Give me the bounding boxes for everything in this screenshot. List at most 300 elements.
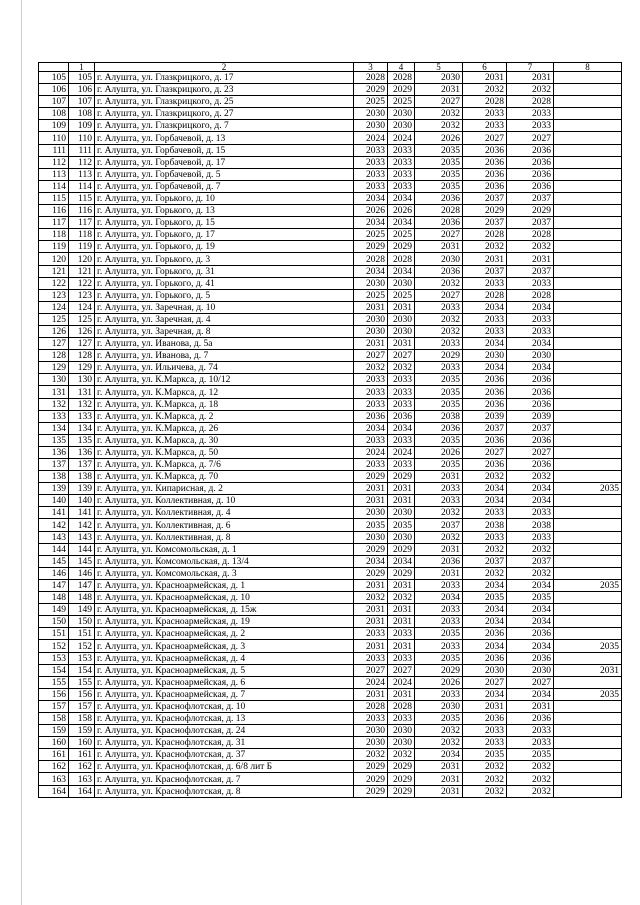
year-col-6-cell: 2032 <box>463 761 507 773</box>
year-col-5-cell: 2032 <box>415 325 463 337</box>
year-col-8-cell <box>554 567 622 579</box>
year-col-6-cell: 2037 <box>463 422 507 434</box>
address-cell: г. Алушта, ул. К.Маркса, д. 26 <box>95 422 354 434</box>
address-cell: г. Алушта, ул. Комсомольская, д. 3 <box>95 567 354 579</box>
row-number-cell: 121 <box>39 265 69 277</box>
year-col-3-cell: 2024 <box>354 446 388 458</box>
item-number-cell: 158 <box>69 712 95 724</box>
year-col-8-cell <box>554 507 622 519</box>
item-number-cell: 118 <box>69 229 95 241</box>
year-col-6-cell: 2036 <box>463 712 507 724</box>
row-number-cell: 127 <box>39 338 69 350</box>
table-row <box>39 265 622 277</box>
row-number-cell: 141 <box>39 507 69 519</box>
year-col-8-cell: 2031 <box>554 664 622 676</box>
year-col-4-cell: 2030 <box>388 325 415 337</box>
year-col-6-cell: 2028 <box>463 289 507 301</box>
address-cell: г. Алушта, ул. Краснофлотская, д. 6/8 лит Б <box>95 761 354 773</box>
year-col-8-cell <box>554 434 622 446</box>
year-col-8-cell <box>554 108 622 120</box>
table-row <box>39 192 622 204</box>
year-col-3-cell: 2024 <box>354 676 388 688</box>
address-cell: г. Алушта, ул. Кипарисная, д. 2 <box>95 483 354 495</box>
year-col-5-cell: 2035 <box>415 168 463 180</box>
year-col-3-cell: 2036 <box>354 410 388 422</box>
year-col-7-cell: 2036 <box>507 156 554 168</box>
year-col-4-cell: 2030 <box>388 277 415 289</box>
year-col-5-cell: 2031 <box>415 567 463 579</box>
item-number-cell: 133 <box>69 410 95 422</box>
year-col-5-cell: 2029 <box>415 664 463 676</box>
year-col-4-cell: 2030 <box>388 507 415 519</box>
row-number-cell: 140 <box>39 495 69 507</box>
address-cell: г. Алушта, ул. Глазкрицкого, д. 17 <box>95 72 354 84</box>
row-number-cell: 150 <box>39 616 69 628</box>
item-number-cell: 139 <box>69 483 95 495</box>
header-cell-3: 3 <box>354 63 388 72</box>
item-number-cell: 113 <box>69 168 95 180</box>
table-row <box>39 507 622 519</box>
row-number-cell: 112 <box>39 156 69 168</box>
year-col-6-cell: 2037 <box>463 217 507 229</box>
table-row <box>39 180 622 192</box>
year-col-6-cell: 2036 <box>463 459 507 471</box>
year-col-3-cell: 2031 <box>354 495 388 507</box>
year-col-7-cell: 2034 <box>507 338 554 350</box>
year-col-6-cell: 2032 <box>463 241 507 253</box>
year-col-4-cell: 2032 <box>388 749 415 761</box>
row-number-cell: 131 <box>39 386 69 398</box>
year-col-6-cell: 2036 <box>463 156 507 168</box>
address-cell: г. Алушта, ул. Горького, д. 5 <box>95 289 354 301</box>
table-row <box>39 241 622 253</box>
year-col-8-cell <box>554 386 622 398</box>
row-number-cell: 109 <box>39 120 69 132</box>
year-col-6-cell: 2036 <box>463 434 507 446</box>
year-col-7-cell: 2027 <box>507 132 554 144</box>
year-col-3-cell: 2034 <box>354 555 388 567</box>
address-cell: г. Алушта, ул. Иванова, д. 7 <box>95 350 354 362</box>
year-col-7-cell: 2034 <box>507 688 554 700</box>
row-number-cell: 107 <box>39 96 69 108</box>
year-col-8-cell <box>554 592 622 604</box>
year-col-4-cell: 2029 <box>388 761 415 773</box>
year-col-6-cell: 2039 <box>463 410 507 422</box>
year-col-7-cell: 2028 <box>507 289 554 301</box>
year-col-8-cell <box>554 616 622 628</box>
address-cell: г. Алушта, ул. К.Маркса, д. 18 <box>95 398 354 410</box>
year-col-4-cell: 2036 <box>388 410 415 422</box>
address-cell: г. Алушта, ул. К.Маркса, д. 30 <box>95 434 354 446</box>
year-col-4-cell: 2033 <box>388 386 415 398</box>
year-col-3-cell: 2030 <box>354 725 388 737</box>
address-cell: г. Алушта, ул. Глазкрицкого, д. 7 <box>95 120 354 132</box>
row-number-cell: 118 <box>39 229 69 241</box>
header-cell-4: 4 <box>388 63 415 72</box>
year-col-7-cell: 2033 <box>507 507 554 519</box>
year-col-7-cell: 2037 <box>507 422 554 434</box>
year-col-6-cell: 2038 <box>463 519 507 531</box>
year-col-5-cell: 2033 <box>415 604 463 616</box>
year-col-4-cell: 2028 <box>388 72 415 84</box>
table-row <box>39 325 622 337</box>
year-col-5-cell: 2031 <box>415 84 463 96</box>
year-col-6-cell: 2036 <box>463 180 507 192</box>
year-col-6-cell: 2033 <box>463 531 507 543</box>
year-col-7-cell: 2032 <box>507 241 554 253</box>
year-col-5-cell: 2035 <box>415 180 463 192</box>
address-cell: г. Алушта, ул. Краснофлотская, д. 13 <box>95 712 354 724</box>
table-row <box>39 555 622 567</box>
year-col-3-cell: 2029 <box>354 785 388 797</box>
year-col-4-cell: 2029 <box>388 785 415 797</box>
table-row <box>39 374 622 386</box>
item-number-cell: 136 <box>69 446 95 458</box>
address-cell: г. Алушта, ул. Заречная, д. 10 <box>95 301 354 313</box>
row-number-cell: 145 <box>39 555 69 567</box>
year-col-4-cell: 2031 <box>388 579 415 591</box>
year-col-3-cell: 2027 <box>354 664 388 676</box>
table-row <box>39 120 622 132</box>
item-number-cell: 141 <box>69 507 95 519</box>
year-col-5-cell: 2031 <box>415 785 463 797</box>
row-number-cell: 125 <box>39 313 69 325</box>
year-col-7-cell: 2035 <box>507 592 554 604</box>
year-col-4-cell: 2033 <box>388 156 415 168</box>
year-col-5-cell: 2033 <box>415 338 463 350</box>
table-row <box>39 422 622 434</box>
table-row <box>39 144 622 156</box>
year-col-6-cell: 2032 <box>463 543 507 555</box>
address-cell: г. Алушта, ул. Красноармейская, д. 4 <box>95 652 354 664</box>
table-row <box>39 652 622 664</box>
table-row <box>39 96 622 108</box>
year-col-6-cell: 2027 <box>463 132 507 144</box>
year-col-8-cell: 2035 <box>554 688 622 700</box>
year-col-8-cell <box>554 471 622 483</box>
item-number-cell: 134 <box>69 422 95 434</box>
row-number-cell: 133 <box>39 410 69 422</box>
year-col-4-cell: 2032 <box>388 592 415 604</box>
year-col-4-cell: 2024 <box>388 676 415 688</box>
year-col-6-cell: 2028 <box>463 96 507 108</box>
year-col-6-cell: 2031 <box>463 253 507 265</box>
year-col-6-cell: 2036 <box>463 386 507 398</box>
table-row <box>39 434 622 446</box>
item-number-cell: 110 <box>69 132 95 144</box>
year-col-6-cell: 2027 <box>463 446 507 458</box>
item-number-cell: 146 <box>69 567 95 579</box>
year-col-7-cell: 2032 <box>507 471 554 483</box>
year-col-8-cell <box>554 362 622 374</box>
item-number-cell: 131 <box>69 386 95 398</box>
year-col-5-cell: 2035 <box>415 459 463 471</box>
address-cell: г. Алушта, ул. Краснофлотская, д. 31 <box>95 737 354 749</box>
year-col-7-cell: 2034 <box>507 579 554 591</box>
year-col-8-cell <box>554 72 622 84</box>
row-number-cell: 149 <box>39 604 69 616</box>
year-col-8-cell <box>554 725 622 737</box>
year-col-5-cell: 2036 <box>415 217 463 229</box>
year-col-4-cell: 2029 <box>388 241 415 253</box>
year-col-8-cell <box>554 785 622 797</box>
year-col-5-cell: 2031 <box>415 543 463 555</box>
row-number-cell: 115 <box>39 192 69 204</box>
year-col-8-cell <box>554 712 622 724</box>
item-number-cell: 124 <box>69 301 95 313</box>
table-row <box>39 592 622 604</box>
year-col-8-cell <box>554 446 622 458</box>
row-number-cell: 148 <box>39 592 69 604</box>
item-number-cell: 119 <box>69 241 95 253</box>
year-col-4-cell: 2030 <box>388 120 415 132</box>
year-col-3-cell: 2035 <box>354 519 388 531</box>
year-col-7-cell: 2033 <box>507 725 554 737</box>
year-col-8-cell: 2035 <box>554 640 622 652</box>
table-row <box>39 229 622 241</box>
year-col-5-cell: 2038 <box>415 410 463 422</box>
year-col-4-cell: 2034 <box>388 192 415 204</box>
year-col-3-cell: 2033 <box>354 144 388 156</box>
address-cell: г. Алушта, ул. Горбачевой, д. 5 <box>95 168 354 180</box>
row-number-cell: 117 <box>39 217 69 229</box>
item-number-cell: 121 <box>69 265 95 277</box>
year-col-7-cell: 2039 <box>507 410 554 422</box>
year-col-8-cell <box>554 628 622 640</box>
year-col-3-cell: 2031 <box>354 579 388 591</box>
year-col-8-cell <box>554 180 622 192</box>
year-col-8-cell <box>554 217 622 229</box>
address-cell: г. Алушта, ул. К.Маркса, д. 12 <box>95 386 354 398</box>
header-cell-1: 1 <box>69 63 95 72</box>
year-col-7-cell: 2037 <box>507 192 554 204</box>
year-col-4-cell: 2029 <box>388 543 415 555</box>
year-col-7-cell: 2036 <box>507 180 554 192</box>
header-cell-2: 2 <box>95 63 354 72</box>
year-col-3-cell: 2030 <box>354 325 388 337</box>
item-number-cell: 125 <box>69 313 95 325</box>
year-col-7-cell: 2028 <box>507 229 554 241</box>
year-col-6-cell: 2035 <box>463 749 507 761</box>
year-col-5-cell: 2033 <box>415 616 463 628</box>
address-cell: г. Алушта, ул. Краснофлотская, д. 24 <box>95 725 354 737</box>
year-col-6-cell: 2032 <box>463 84 507 96</box>
item-number-cell: 143 <box>69 531 95 543</box>
year-col-6-cell: 2034 <box>463 362 507 374</box>
year-col-7-cell: 2036 <box>507 712 554 724</box>
year-col-3-cell: 2033 <box>354 168 388 180</box>
row-number-cell: 142 <box>39 519 69 531</box>
year-col-5-cell: 2032 <box>415 737 463 749</box>
address-cell: г. Алушта, ул. Глазкрицкого, д. 27 <box>95 108 354 120</box>
item-number-cell: 130 <box>69 374 95 386</box>
item-number-cell: 159 <box>69 725 95 737</box>
year-col-7-cell: 2030 <box>507 350 554 362</box>
year-col-4-cell: 2033 <box>388 459 415 471</box>
year-col-7-cell: 2037 <box>507 217 554 229</box>
year-col-3-cell: 2033 <box>354 652 388 664</box>
row-number-cell: 154 <box>39 664 69 676</box>
year-col-5-cell: 2035 <box>415 144 463 156</box>
address-cell: г. Алушта, ул. Коллективная, д. 4 <box>95 507 354 519</box>
year-col-5-cell: 2036 <box>415 555 463 567</box>
year-col-6-cell: 2033 <box>463 725 507 737</box>
year-col-5-cell: 2027 <box>415 96 463 108</box>
row-number-cell: 144 <box>39 543 69 555</box>
item-number-cell: 105 <box>69 72 95 84</box>
year-col-4-cell: 2031 <box>388 640 415 652</box>
table-row <box>39 495 622 507</box>
year-col-3-cell: 2024 <box>354 132 388 144</box>
year-col-3-cell: 2034 <box>354 192 388 204</box>
year-col-4-cell: 2024 <box>388 132 415 144</box>
address-cell: г. Алушта, ул. Горького, д. 13 <box>95 205 354 217</box>
year-col-8-cell <box>554 144 622 156</box>
row-number-cell: 139 <box>39 483 69 495</box>
year-col-6-cell: 2033 <box>463 108 507 120</box>
year-col-7-cell: 2034 <box>507 301 554 313</box>
year-col-8-cell <box>554 84 622 96</box>
year-col-8-cell <box>554 410 622 422</box>
year-col-4-cell: 2029 <box>388 84 415 96</box>
year-col-8-cell <box>554 253 622 265</box>
year-col-4-cell: 2033 <box>388 180 415 192</box>
item-number-cell: 148 <box>69 592 95 604</box>
year-col-7-cell: 2033 <box>507 313 554 325</box>
address-cell: г. Алушта, ул. Иванова, д. 5а <box>95 338 354 350</box>
year-col-5-cell: 2035 <box>415 652 463 664</box>
year-col-7-cell: 2036 <box>507 434 554 446</box>
table-row <box>39 700 622 712</box>
year-col-3-cell: 2031 <box>354 301 388 313</box>
row-number-cell: 136 <box>39 446 69 458</box>
address-cell: г. Алушта, ул. Заречная, д. 8 <box>95 325 354 337</box>
item-number-cell: 162 <box>69 761 95 773</box>
year-col-5-cell: 2030 <box>415 253 463 265</box>
year-col-4-cell: 2025 <box>388 96 415 108</box>
year-col-5-cell: 2033 <box>415 301 463 313</box>
year-col-7-cell: 2033 <box>507 325 554 337</box>
year-col-7-cell: 2036 <box>507 168 554 180</box>
year-col-3-cell: 2031 <box>354 688 388 700</box>
year-col-4-cell: 2033 <box>388 628 415 640</box>
item-number-cell: 108 <box>69 108 95 120</box>
year-col-7-cell: 2031 <box>507 72 554 84</box>
year-col-4-cell: 2028 <box>388 253 415 265</box>
table-row <box>39 253 622 265</box>
year-col-7-cell: 2031 <box>507 700 554 712</box>
year-col-5-cell: 2032 <box>415 531 463 543</box>
table-row <box>39 579 622 591</box>
row-number-cell: 161 <box>39 749 69 761</box>
year-col-5-cell: 2030 <box>415 72 463 84</box>
row-number-cell: 135 <box>39 434 69 446</box>
year-col-4-cell: 2025 <box>388 289 415 301</box>
row-number-cell: 155 <box>39 676 69 688</box>
year-col-6-cell: 2030 <box>463 350 507 362</box>
year-col-7-cell: 2036 <box>507 144 554 156</box>
year-col-3-cell: 2033 <box>354 628 388 640</box>
address-cell: г. Алушта, ул. Глазкрицкого, д. 25 <box>95 96 354 108</box>
item-number-cell: 122 <box>69 277 95 289</box>
year-col-5-cell: 2035 <box>415 712 463 724</box>
row-number-cell: 128 <box>39 350 69 362</box>
item-number-cell: 132 <box>69 398 95 410</box>
year-col-5-cell: 2035 <box>415 628 463 640</box>
year-col-7-cell: 2033 <box>507 531 554 543</box>
year-col-3-cell: 2030 <box>354 531 388 543</box>
year-col-3-cell: 2031 <box>354 483 388 495</box>
year-col-5-cell: 2031 <box>415 761 463 773</box>
address-cell: г. Алушта, ул. Красноармейская, д. 19 <box>95 616 354 628</box>
header-cell-7: 7 <box>507 63 554 72</box>
address-cell: г. Алушта, ул. Горбачевой, д. 17 <box>95 156 354 168</box>
year-col-4-cell: 2035 <box>388 519 415 531</box>
address-cell: г. Алушта, ул. Красноармейская, д. 7 <box>95 688 354 700</box>
year-col-3-cell: 2032 <box>354 592 388 604</box>
row-number-cell: 138 <box>39 471 69 483</box>
address-cell: г. Алушта, ул. Горького, д. 41 <box>95 277 354 289</box>
year-col-7-cell: 2034 <box>507 362 554 374</box>
year-col-4-cell: 2032 <box>388 362 415 374</box>
year-col-3-cell: 2030 <box>354 313 388 325</box>
year-col-6-cell: 2033 <box>463 120 507 132</box>
year-col-8-cell <box>554 350 622 362</box>
item-number-cell: 161 <box>69 749 95 761</box>
year-col-3-cell: 2034 <box>354 422 388 434</box>
item-number-cell: 155 <box>69 676 95 688</box>
address-cell: г. Алушта, ул. Горбачевой, д. 15 <box>95 144 354 156</box>
row-number-cell: 146 <box>39 567 69 579</box>
year-col-8-cell <box>554 555 622 567</box>
year-col-5-cell: 2033 <box>415 688 463 700</box>
row-number-cell: 132 <box>39 398 69 410</box>
year-col-4-cell: 2031 <box>388 604 415 616</box>
row-number-cell: 116 <box>39 205 69 217</box>
year-col-8-cell <box>554 265 622 277</box>
year-col-6-cell: 2035 <box>463 592 507 604</box>
address-cell: г. Алушта, ул. Горького, д. 3 <box>95 253 354 265</box>
year-col-4-cell: 2031 <box>388 338 415 350</box>
year-col-6-cell: 2037 <box>463 555 507 567</box>
year-col-6-cell: 2031 <box>463 700 507 712</box>
year-col-5-cell: 2035 <box>415 374 463 386</box>
year-col-4-cell: 2030 <box>388 108 415 120</box>
year-col-7-cell: 2027 <box>507 676 554 688</box>
address-cell: г. Алушта, ул. К.Маркса, д. 50 <box>95 446 354 458</box>
year-col-5-cell: 2031 <box>415 471 463 483</box>
year-col-4-cell: 2027 <box>388 664 415 676</box>
table-row <box>39 519 622 531</box>
row-number-cell: 143 <box>39 531 69 543</box>
table-row <box>39 737 622 749</box>
year-col-8-cell <box>554 398 622 410</box>
table-row <box>39 84 622 96</box>
year-col-3-cell: 2033 <box>354 386 388 398</box>
row-number-cell: 120 <box>39 253 69 265</box>
year-col-8-cell <box>554 652 622 664</box>
year-col-5-cell: 2036 <box>415 192 463 204</box>
year-col-5-cell: 2032 <box>415 313 463 325</box>
year-col-3-cell: 2033 <box>354 712 388 724</box>
address-cell: г. Алушта, ул. Глазкрицкого, д. 23 <box>95 84 354 96</box>
address-cell: г. Алушта, ул. Краснофлотская, д. 37 <box>95 749 354 761</box>
table-row <box>39 785 622 797</box>
year-col-7-cell: 2036 <box>507 459 554 471</box>
table-row <box>39 168 622 180</box>
address-cell: г. Алушта, ул. Красноармейская, д. 15ж <box>95 604 354 616</box>
table-body <box>39 63 622 798</box>
